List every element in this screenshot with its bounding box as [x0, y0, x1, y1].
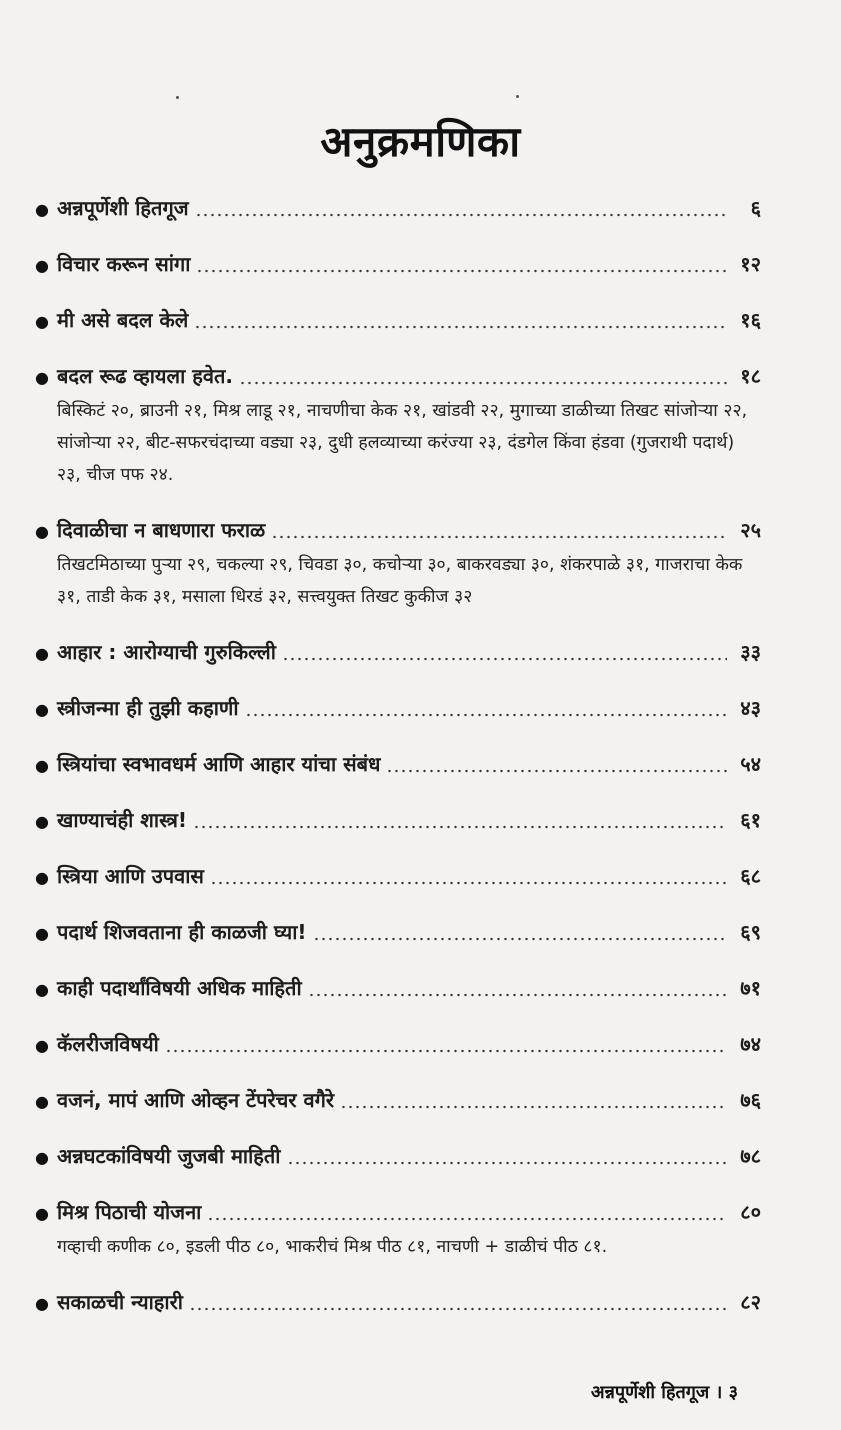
toc-entry-row [35, 637, 761, 669]
toc-entry-title: सकाळची न्याहारी [57, 1290, 183, 1314]
bullet-icon: ● [35, 1092, 49, 1111]
dot-leader [287, 1160, 728, 1166]
toc-entry [35, 693, 761, 725]
toc-entry-row [35, 305, 761, 337]
toc-entry-title: आहार : आरोग्याची गुरुकिल्ली [57, 640, 276, 664]
toc-entry-subitems: बिस्किटं २०, ब्राउनी २१, मिश्र लाडू २१, नाचणीचा केक २१, खांडवी २२, मुगाच्या डाळीच्या तिखट सांजोऱ्या २२, सांजोऱ्या २२, बीट-सफरचंदाच्या वड्या २३, दुधी हलव्याच्या करंज्या २३, दंडगेल किंवा हंडवा (गुजराथी पदार्थ) २३, चीज पफ २४. [57, 401, 748, 485]
bullet-icon: ● [35, 812, 49, 831]
bullet-icon: ● [35, 1036, 49, 1055]
print-speck [176, 96, 179, 99]
toc-entry-page-number: ७१ [740, 976, 761, 1000]
toc-entry [35, 1197, 761, 1263]
toc-entry [35, 749, 761, 781]
dot-leader [340, 1104, 727, 1110]
toc-entry-row [35, 917, 761, 949]
toc-entry-page-number: १२ [740, 252, 761, 276]
dot-leader [313, 936, 728, 942]
toc-entry [35, 1085, 761, 1117]
toc-entry-title: मी असे बदल केले [57, 308, 189, 332]
toc-entry [35, 973, 761, 1005]
dot-leader [195, 212, 727, 218]
toc-entry [35, 515, 761, 613]
table-of-contents [35, 193, 761, 1343]
dot-leader [189, 1306, 727, 1312]
dot-leader [194, 324, 727, 330]
dot-leader [165, 1048, 727, 1054]
dot-leader [271, 534, 727, 540]
toc-entry-row [35, 515, 761, 547]
bullet-icon: ● [35, 368, 49, 387]
bullet-icon: ● [35, 1294, 49, 1313]
page-footer: अन्नपूर्णेशी हितगूज । ३ [590, 1382, 738, 1403]
toc-entry-row [35, 805, 761, 837]
bullet-icon: ● [35, 980, 49, 999]
toc-entry [35, 861, 761, 893]
toc-entry-title: मिश्र पिठाची योजना [57, 1200, 202, 1224]
toc-entry-subitems: तिखटमिठाच्या पुऱ्या २९, चकल्या २९, चिवडा ३०, कचोऱ्या ३०, बाकरवड्या ३०, शंकरपाळे ३१, गाजराचा केक ३१, ताडी केक ३१, मसाला धिरडं ३२, सत्त्वयुक्त तिखट कुकीज ३२ [57, 555, 743, 607]
page-title: अनुक्रमणिका [320, 117, 521, 166]
toc-entry-title: दिवाळीचा न बाधणारा फराळ [57, 518, 266, 542]
bullet-icon: ● [35, 1148, 49, 1167]
toc-entry-page-number: ७४ [740, 1032, 761, 1056]
toc-entry-title: अन्नपूर्णेशी हितगूज [57, 196, 189, 220]
bullet-icon: ● [35, 924, 49, 943]
toc-entry [35, 1141, 761, 1173]
bullet-icon: ● [35, 522, 49, 541]
toc-entry-title: वजनं, मापं आणि ओव्हन टेंपरेचर वगैरे [57, 1088, 335, 1112]
toc-entry-row [35, 1141, 761, 1173]
toc-entry-page-number: ३३ [740, 640, 761, 664]
toc-entry-page-number: ७६ [740, 1088, 761, 1112]
toc-entry-page-number: ६८ [740, 864, 761, 888]
dot-leader [193, 824, 727, 830]
toc-entry-page-number: ६९ [740, 920, 761, 944]
toc-entry-page-number: ४३ [740, 696, 761, 720]
toc-entry [35, 917, 761, 949]
dot-leader [282, 656, 727, 662]
dot-leader [207, 1216, 727, 1222]
toc-entry-row [35, 193, 761, 225]
toc-entry-subitems: गव्हाची कणीक ८०, इडली पीठ ८०, भाकरीचं मिश्र पीठ ८१, नाचणी + डाळीचं पीठ ८१. [57, 1237, 608, 1257]
toc-entry [35, 1029, 761, 1061]
toc-entry-title: पदार्थ शिजवताना ही काळजी घ्या! [57, 920, 307, 944]
bullet-icon: ● [35, 756, 49, 775]
toc-entry-page-number: २५ [740, 518, 761, 542]
toc-entry-title: काही पदार्थांविषयी अधिक माहिती [57, 976, 302, 1000]
toc-entry [35, 637, 761, 669]
toc-entry [35, 361, 761, 491]
toc-entry-row [35, 693, 761, 725]
toc-entry-title: स्त्रीजन्मा ही तुझी कहाणी [57, 696, 239, 720]
toc-entry-page-number: ६१ [740, 808, 761, 832]
toc-entry-page-number: १६ [740, 308, 761, 332]
toc-entry-page-number: १८ [740, 364, 761, 388]
toc-entry-page-number: ८२ [740, 1290, 761, 1314]
dot-leader [239, 380, 727, 386]
bullet-icon: ● [35, 200, 49, 219]
toc-entry-page-number: ७८ [740, 1144, 761, 1168]
toc-entry-row [35, 361, 761, 393]
bullet-icon: ● [35, 256, 49, 275]
toc-entry-row [35, 1029, 761, 1061]
toc-entry-row [35, 249, 761, 281]
toc-entry-row [35, 1197, 761, 1229]
toc-entry-row [35, 973, 761, 1005]
toc-entry-title: बदल रूढ व्हायला हवेत. [57, 364, 233, 388]
toc-entry [35, 1287, 761, 1319]
toc-entry-page-number: ८० [740, 1200, 761, 1224]
dot-leader [196, 268, 727, 274]
dot-leader [308, 992, 727, 998]
bullet-icon: ● [35, 312, 49, 331]
toc-entry [35, 193, 761, 225]
dot-leader [210, 880, 727, 886]
toc-entry-title: अन्नघटकांविषयी जुजबी माहिती [57, 1144, 281, 1168]
toc-entry-row [35, 1287, 761, 1319]
toc-entry-page-number: ५४ [740, 752, 761, 776]
toc-entry-row [35, 749, 761, 781]
bullet-icon: ● [35, 1204, 49, 1223]
toc-entry-title: खाण्याचंही शास्त्र! [57, 808, 188, 832]
toc-entry-title: विचार करून सांगा [57, 252, 191, 276]
toc-entry-title: कॅलरीजविषयी [57, 1032, 159, 1056]
dot-leader [245, 712, 727, 718]
toc-entry [35, 249, 761, 281]
print-speck [516, 95, 519, 98]
toc-entry-title: स्त्रिया आणि उपवास [57, 864, 204, 888]
toc-entry-row [35, 1085, 761, 1117]
bullet-icon: ● [35, 700, 49, 719]
toc-entry [35, 805, 761, 837]
toc-entry-title: स्त्रियांचा स्वभावधर्म आणि आहार यांचा संबंध [57, 752, 381, 776]
bullet-icon: ● [35, 644, 49, 663]
bullet-icon: ● [35, 868, 49, 887]
dot-leader [386, 768, 727, 774]
toc-entry-page-number: ६ [750, 196, 761, 220]
toc-entry [35, 305, 761, 337]
toc-entry-row [35, 861, 761, 893]
